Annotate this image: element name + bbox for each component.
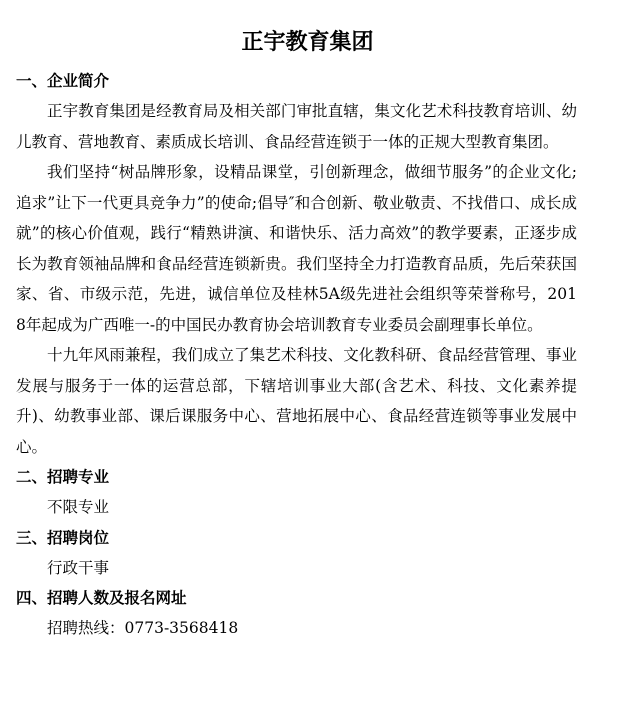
section-heading: 一、企业简介 xyxy=(16,72,110,90)
recruit-hotline: 招聘热线：0773-3568418 xyxy=(47,619,239,637)
recruit-position-value: 行政干事 xyxy=(47,558,110,577)
recruit-major-value: 不限专业 xyxy=(47,498,110,516)
section-heading: 二、招聘专业 xyxy=(16,468,110,486)
section-heading: 三、招聘岗位 xyxy=(16,528,110,547)
intro-paragraph-2: 我们坚持“树品牌形象，设精品课堂，引创新理念，做细节服务”的企业文化;追求”让下一代更具竞争力”的使命;倡导″和合创新、敬业敬责、不找借口、成长成就”的核心价值观，践行“精熟讲演、和谐快乐、活力高效”的教学要素，正逐步成长为教育领袖品牌和食品经营连锁新贵。我们坚持全力打造教育品质，先后荣获国家、省、市级示范，先进，诚信单位及桂林5A级先进社会组织等荣誉称号，201 8年起成为广西唯一-的中国民办教育协会培训教育专业委员会副理事长单位。 xyxy=(16,163,577,334)
section-company-intro xyxy=(16,66,577,462)
intro-paragraph-1: 正宇教育集团是经教育局及相关部门审批直辖，集文化艺术科技教育培训、幼儿教育、营地教育、素质成长培训、食品经营连锁于一体的正规大型教育集团。 xyxy=(16,102,577,151)
section-recruit-contact xyxy=(16,583,577,644)
document-title: 正宇教育集团 xyxy=(241,30,374,55)
section-recruit-position xyxy=(16,523,577,584)
section-heading: 四、招聘人数及报名网址 xyxy=(16,589,187,607)
intro-paragraph-3: 十九年风雨兼程，我们成立了集艺术科技、文化教科研、食品经营管理、事业发展与服务于一体的运营总部，下辖培训事业大部(含艺术、科技、文化素养提升)、幼教事业部、课后课服务中心、营地拓展中心、食品经营连锁等事业发展中心。 xyxy=(16,346,577,456)
section-recruit-major xyxy=(16,462,577,523)
